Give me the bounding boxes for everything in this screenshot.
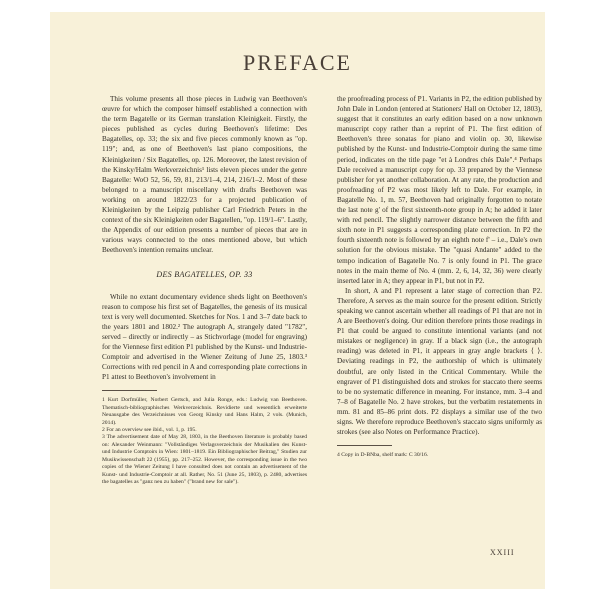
footnote-rule-right [337, 445, 392, 446]
right-paragraph-1: the proofreading process of P1. Variants in P2, the edition published by John Dale in London (entered at Stationers' Hall on October 12, 1803), suggest that it constitutes an early edition based on a now unknown manuscript copy rather than a reprint of P1. The first edition of Beethoven's three sonatas for piano and violin op. 30, likewise published by the Kunst- und Industrie-Comptoir during the same time period, indicates on the title page "et à Londres chés Dale".⁴ Perhaps Dale received a manuscript copy for op. 33 prepared by the Viennese publisher for yet another collaboration. At any rate, the production and proofreading of P2 was most likely left to Dale. For example, in Bagatelle No. 1, m. 57, Beethoven had originally forgotten to notate the last note g' of the first sixteenth-note group in A; he added it later with red pencil. The slightly narrower distance between the fifth and sixth note in P1 suggests a corresponding plate correction. In P2 the fourth sixteenth note is followed by an eighth note f' – i.e., Dale's own solution for the obvious mistake. The "quasi Andante" added to the tempo indication of Bagatelle No. 7 is only found in P1. The grace notes in the main theme of No. 4 (mm. 2, 6, 14, 32, 36) were clearly inserted later in A; they appear in P1, but not in P2. [337, 95, 542, 285]
left-paragraph-2: While no extant documentary evidence sheds light on Beethoven's reason to compose his first set of Bagatelles, the genesis of its musical text is very well documented. Sketches for Nos. 1 and 3–7 date back to the years 1801 and 1802.² The autograph A, strangely dated "1782", served – directly or indirectly – as Stichvorlage (model for engraving) for the Viennese first edition P1 published by the Kunst- und Industrie-Comptoir and advertised in the Wiener Zeitung of June 25, 1803.³ Corrections with red pencil in A and corresponding plate corrections in P1 attest to Beethoven's involvement in [102, 292, 307, 382]
section-heading: DES BAGATELLES, OP. 33 [156, 269, 253, 279]
page-number: XXIII [490, 548, 515, 557]
book-page [50, 12, 545, 589]
footnote-1: 1 Kurt Dorfmüller, Norbert Gertsch, and Julia Ronge, eds.: Ludwig van Beethoven. Thematisch-bibliographisches Werkverzeichnis. Revidierte und wesentlich erweiterte Neuausgabe des Verzeichnisses von Georg Kinsky und Hans Halm, 2 vols. (Munich, 2014). [102, 397, 307, 426]
right-paragraph-2: In short, A and P1 represent a later stage of correction than P2. Therefore, A serves as the main source for the present edition. Strictly speaking we cannot ascertain whether all readings of P1 that are not in A are Beethoven's doing. Our edition therefore prints those readings in P1 that could be argued to constitute intentional variants (and not mistakes or negligence) in gray. If a black sign (i.e., the autograph reading) was deleted in P1, it appears in gray angle brackets ⟨ ⟩. Deviating readings in P2, the authorship of which is ultimately doubtful, are only listed in the Critical Commentary. While the engraver of P1 distinguished dots and strokes for staccato there seems to be no systematic difference in meaning. For instance, mm. 3–4 and 7–8 of Bagatelle No. 2 have strokes, but the verbatim restatements in mm. 81 and 85–86 print dots. P2 displays a similar use of the two signs. We therefore reproduce Beethoven's staccato signs uniformly as strokes (see also Notes on Performance Practice). [337, 286, 542, 437]
left-paragraph-1: This volume presents all those pieces in Ludwig van Beethoven's œuvre for which the composer himself established a connection with the term Bagatelle or its German translation Kleinigkeit. Firstly, the pieces published as cycles during Beethoven's lifetime: Des Bagatelles, op. 33; the six and five pieces commonly known as "op. 119"; and, as one of Beethoven's last piano compositions, the Kleinigkeiten / Six Bagatelles, op. 126. Moreover, the latest revision of the Kinsky/Halm Werkverzeichnis¹ lists eleven pieces under the genre Bagatelle: WoO 52, 56, 59, 81, 213/1–4, 214, 216/1–2. Most of these belonged to a manuscript miscellany with drafts Beethoven was working on around 1822/23 for a projected publication of Kleinigkeiten by the Leipzig publisher Carl Friedrich Peters in the context of the six Kleinigkeiten oder Bagatellen, "op. 119/1–6". Lastly, the Appendix of our edition presents a number of pieces that are in various ways connected to the ones mentioned above, but which Beethoven's intention remains unclear. [102, 95, 307, 255]
left-footnotes [102, 397, 307, 486]
footnote-3: 3 The advertisement date of May 28, 1803, in the Beethoven literature is probably based on: Alexander Weinmann: "Vollständiges Verlagsverzeichnis der Musikalien des Kunst- und Industrie Comptoirs in Wien: 1801–1819. Ein Bibliographischer Beitrag," Studien zur Musikwissenschaft 22 (1955), pp. 217–252. However, the corresponding issue in the two copies of the Wiener Zeitung I have consulted does not contain an advertisement of the Kunst- und Industrie-Comptoir at all. Rather, No. 51 (June 25, 1803), p. 2480, advertises the bagatelles as "ganz neu zu haben" ("brand new for sale"). [102, 434, 307, 485]
footnote-2: 2 For an overview see ibid., vol. 1, p. 195. [102, 427, 197, 434]
footnote-rule [102, 390, 157, 391]
page-title: PREFACE [243, 50, 352, 75]
footnote-4: 4 Copy in D-BNba, shelf mark: C 30/16. [337, 452, 429, 459]
left-column [102, 94, 307, 486]
right-column [337, 94, 542, 460]
